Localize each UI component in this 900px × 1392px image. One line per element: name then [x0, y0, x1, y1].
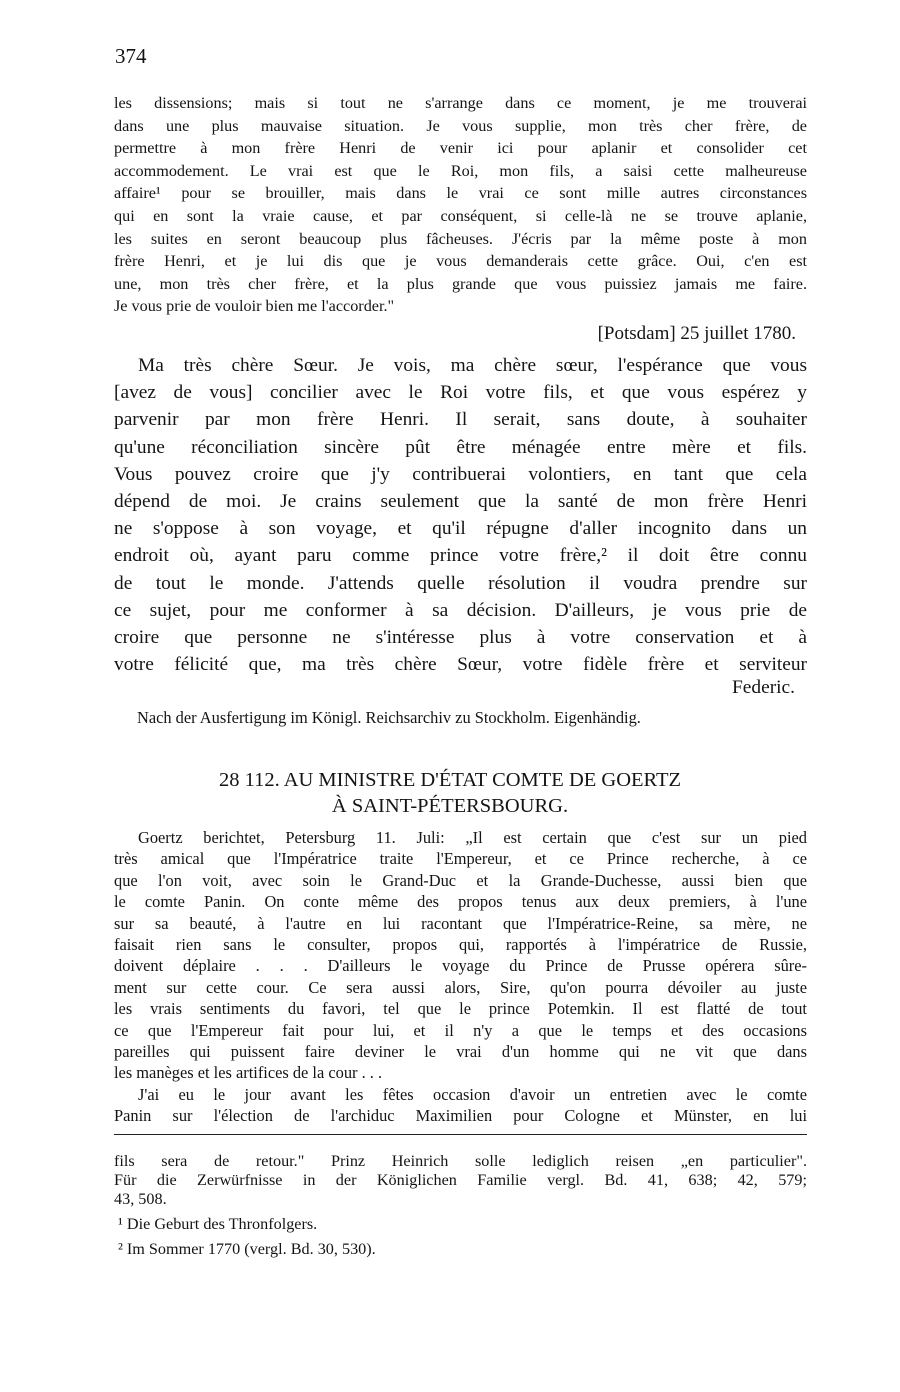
quote-line: les suites en seront beaucoup plus fâcheuses. J'écris par la même poste à mon	[114, 229, 807, 248]
footnote-line: fils sera de retour." Prinz Heinrich solle lediglich reisen „en particulier".	[114, 1152, 807, 1170]
letter-body	[114, 352, 807, 678]
summary-line: J'ai eu le jour avant les fêtes occasion d'avoir un entretien avec le comte	[138, 1084, 807, 1104]
quote-line: permettre à mon frère Henri de venir ici pour aplanir et consolider cet	[114, 139, 807, 158]
letter-line: ne s'oppose à son voyage, et qu'il répugne d'aller incognito dans un	[114, 518, 807, 540]
quoted-letter-block	[114, 92, 807, 318]
quote-line: affaire¹ pour se brouiller, mais dans le vrai ce sont mille autres circonstances	[114, 184, 807, 203]
page-number: 374	[115, 44, 147, 68]
letter-line: Ma très chère Sœur. Je vois, ma chère sœur, l'espérance que vous	[138, 355, 807, 376]
summary-line: Panin sur l'élection de l'archiduc Maximilien pour Cologne et Münster, en lui	[114, 1106, 807, 1126]
summary-line: ment sur cette cour. Ce sera aussi alors, Sire, qu'on pourra dévoiler au juste	[114, 977, 807, 997]
letter-line: votre félicité que, ma très chère Sœur, votre fidèle frère et serviteur	[114, 654, 807, 676]
summary-line: le comte Panin. On conte même des propos tenus aux deux premiers, à l'une	[114, 892, 807, 912]
summary-line: faisait rien sans le consulter, propos qui, rapportés à l'impératrice de Russie,	[114, 935, 807, 955]
letter-line: endroit où, ayant paru comme prince votre frère,² il doit être connu	[114, 545, 807, 567]
letter-line: dépend de moi. Je crains seulement que la santé de mon frère Henri	[114, 491, 807, 513]
letter-line: parvenir par mon frère Henri. Il serait, sans doute, à souhaiter	[114, 409, 807, 431]
summary-line: ce que l'Empereur fait pour lui, et il n'y a que le temps et des occasions	[114, 1020, 807, 1040]
letter-line: ce sujet, pour me conformer à sa décision. D'ailleurs, je vous prie de	[114, 599, 807, 621]
summary-line: que l'on voit, avec soin le Grand-Duc et la Grande-Duchesse, aussi bien que	[114, 870, 807, 890]
summary-line: doivent déplaire . . . D'ailleurs le voyage du Prince de Prusse opérera sûre-	[114, 956, 807, 976]
footnote-line: Für die Zerwürfnisse in der Königlichen Familie vergl. Bd. 41, 638; 42, 579;	[114, 1171, 807, 1189]
summary-line: pareilles qui puissent faire deviner le vrai d'un homme qui ne vit que dans	[114, 1042, 807, 1062]
quote-line: les dissensions; mais si tout ne s'arrange dans ce moment, je me trouverai	[114, 94, 807, 112]
quote-line: une, mon très cher frère, et la plus grande que vous puissiez jamais me faire.	[114, 274, 807, 293]
section-heading: 28 112. AU MINISTRE D'ÉTAT COMTE DE GOERTZ	[218, 769, 682, 791]
quote-line: accommodement. Le vrai est que le Roi, mon fils, a saisi cette malheureuse	[114, 161, 807, 180]
summary-line: Goertz berichtet, Petersburg 11. Juli: „Il est certain que c'est sur un pied	[138, 828, 807, 847]
quote-line: qui en sont la vraie cause, et par conséquent, si celle-là ne se trouve aplanie,	[114, 206, 807, 225]
footnote-line: 43, 508.	[114, 1190, 167, 1208]
letter-line: de tout le monde. J'attends quelle résolution il voudra prendre sur	[114, 572, 807, 594]
quote-line: Je vous prie de vouloir bien me l'accorder."	[114, 297, 395, 316]
footnote-1: ¹ Die Geburt des Thronfolgers.	[118, 1215, 318, 1233]
letter-line: [avez de vous] concilier avec le Roi votre fils, et que vous espérez y	[114, 382, 807, 404]
footnote-continuation	[114, 1152, 807, 1209]
summary-line: sur sa beauté, à l'autre en lui racontant que l'Impératrice-Reine, sa mère, ne	[114, 913, 807, 933]
summary-line: très amical que l'Impératrice traite l'Empereur, et ce Prince recherche, à ce	[114, 849, 807, 869]
quote-line: dans une plus mauvaise situation. Je vous supplie, mon très cher frère, de	[114, 116, 807, 135]
letter-line: Vous pouvez croire que j'y contribuerai volontiers, en tant que cela	[114, 463, 807, 485]
signature: Federic.	[732, 677, 795, 698]
quote-line: frère Henri, et je lui dis que je vous demanderais cette grâce. Oui, c'en est	[114, 252, 807, 271]
summary-line: les manèges et les artifices de la cour . . .	[114, 1063, 383, 1083]
section-heading-subtitle: À SAINT-PÉTERSBOURG.	[331, 795, 569, 817]
letter-line: qu'une réconciliation sincère pût être ménagée entre mère et fils.	[114, 436, 807, 458]
footnote-divider	[114, 1134, 807, 1135]
summary-line: les vrais sentiments du favori, tel que le prince Potemkin. Il est flatté de tout	[114, 999, 807, 1019]
letter-line: croire que personne ne s'intéresse plus à votre conservation et à	[114, 627, 807, 649]
letter-date: [Potsdam] 25 juillet 1780.	[597, 323, 796, 344]
report-summary	[114, 827, 807, 1127]
source-note: Nach der Ausfertigung im Königl. Reichsarchiv zu Stockholm. Eigenhändig.	[137, 708, 641, 727]
footnote-2: ² Im Sommer 1770 (vergl. Bd. 30, 530).	[118, 1240, 376, 1258]
